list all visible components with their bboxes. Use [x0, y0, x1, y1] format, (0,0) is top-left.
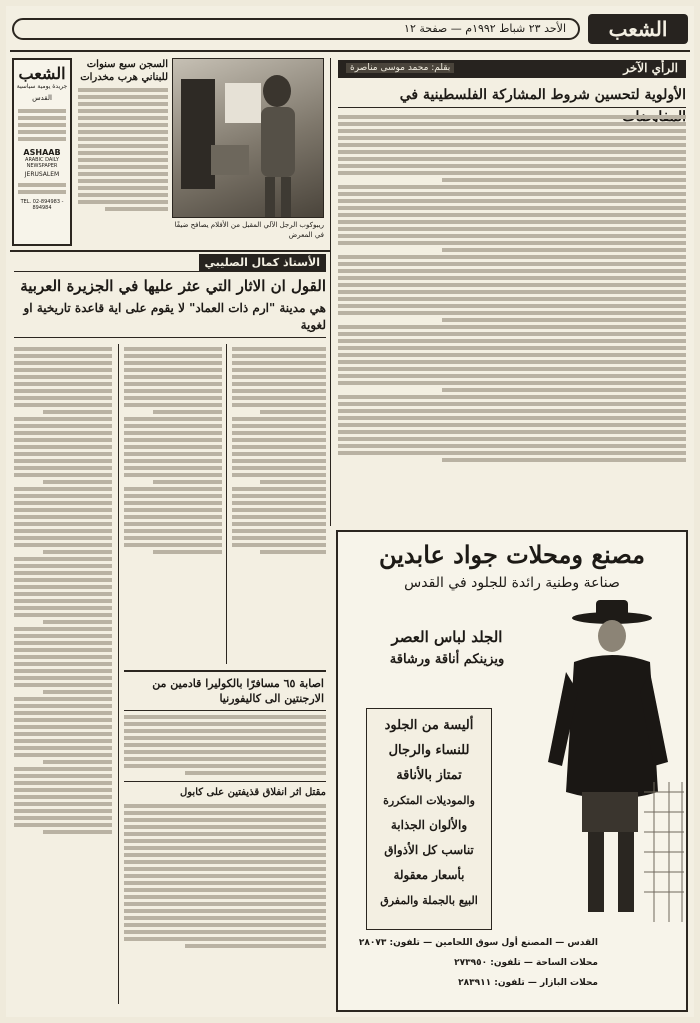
ad-contact: القدس — المصنع أول سوق اللحامين — تلفون: ٢٨٠٧٣ — [358, 938, 598, 948]
feature-body-col-3 — [232, 344, 326, 664]
ad-contact: محلات الساحة — تلفون: ٢٧٣٩٥٠ — [454, 958, 598, 968]
opinion-kicker: الرأي الآخر — [623, 61, 678, 75]
sidebar-line: ARABIC DAILY NEWSPAPER — [25, 157, 59, 169]
masthead-logo: الشعب — [588, 14, 688, 44]
ad-slogan-1: الجلد لباس العصر — [391, 628, 503, 646]
news-brief-column — [78, 58, 168, 246]
feature-body-col-2 — [124, 344, 222, 664]
photo-caption: ريبوكوب الرجل الآلي المقبل من الأفلام يصافح ضيفًا في المعرض — [174, 221, 324, 239]
short-news-box — [124, 670, 326, 1010]
ad-panel-line: بأسعار معقولة — [393, 868, 465, 882]
opinion-byline: بقلم: محمد موسى مناصرة — [346, 63, 454, 73]
feature-body-col-1 — [14, 344, 112, 1004]
ad-panel-line: للنساء والرجال — [388, 743, 470, 758]
feature-headline-2: هي مدينة "ارم ذات العماد" لا يقوم على اية قاعدة تاريخية او لغوية — [14, 300, 326, 338]
robot-photo — [172, 58, 324, 218]
feature-kicker-row — [14, 254, 326, 272]
news-brief-title: السجن سبع سنوات للبناني هرب مخدرات — [80, 59, 168, 83]
ad-panel-line: تمتاز بالأناقة — [396, 768, 462, 783]
ad-subtitle: صناعة وطنية رائدة للجلود في القدس — [404, 575, 620, 591]
sidebar-line: القدس — [32, 94, 52, 102]
ad-panel-line: والموديلات المتكررة — [383, 794, 475, 807]
ad-panel-line: البيع بالجملة والمفرق — [380, 894, 478, 907]
sidebar-line: TEL. 02-894983 - 894984 — [20, 199, 64, 211]
robot-figure-image — [173, 59, 325, 219]
ad-model-figure-image — [534, 592, 684, 932]
short-news-title: مقتل اثر انفلاق قذيفتين على كابول — [124, 781, 326, 800]
opinion-body — [338, 112, 686, 522]
ad-panel-line: والألوان الجذابة — [390, 818, 468, 832]
sidebar-line: ASHAAB — [23, 148, 61, 157]
newspaper-page — [6, 6, 694, 1017]
sidebar-info-box — [12, 58, 72, 246]
opinion-header — [338, 60, 686, 78]
ad-slogan-2: ويزينكم أناقة ورشاقة — [389, 652, 505, 667]
feature-kicker: الأستاذ كمال الصليبي — [199, 254, 327, 271]
ad-panel-line: أليسة من الجلود — [384, 718, 474, 733]
date-bar — [12, 18, 580, 40]
sidebar-line: JERUSALEM — [24, 171, 60, 178]
sidebar-line: جريدة يومية سياسية — [16, 83, 68, 90]
ad-panel-line: تناسب كل الأذواق — [384, 843, 474, 857]
jawad-abdeen-advertisement — [336, 530, 688, 1012]
ad-contact: محلات البازار — تلفون: ٢٨٣٩١١ — [458, 978, 598, 988]
sidebar-title: الشعب — [18, 64, 66, 83]
feature-headline-1: القول ان الاثار التي عثر عليها في الجزيرة العربية — [20, 277, 326, 295]
short-news-title: اصابة ٦٥ مسافرًا بالكوليرا قادمين من الارجنتين الى كاليفورنيا — [124, 670, 326, 711]
ad-title: مصنع ومحلات جواد عابدين — [378, 540, 646, 569]
opinion-headline: الأولوية لتحسين شروط المشاركة الفلسطينية في — [338, 84, 686, 108]
ad-text-panel — [366, 708, 492, 930]
date-line: الأحد ٢٣ شباط ١٩٩٢م — صفحة ١٢ — [404, 22, 566, 35]
